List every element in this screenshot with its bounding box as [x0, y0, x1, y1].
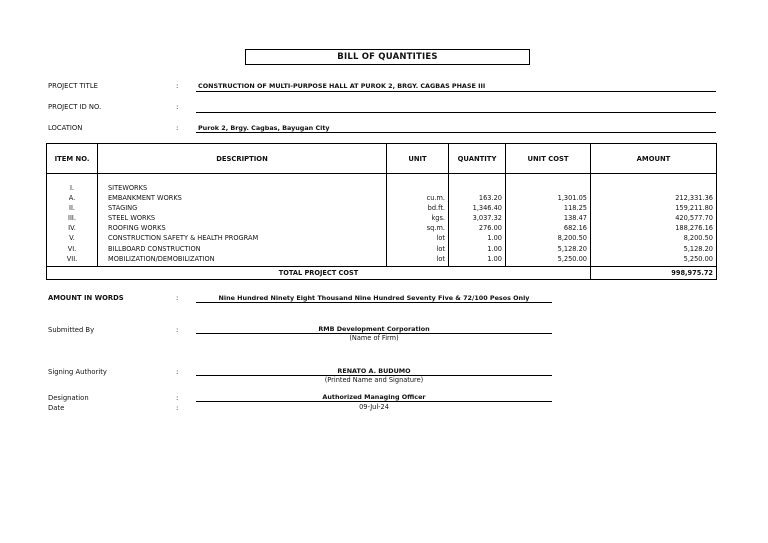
signing-authority-colon: :: [176, 368, 179, 376]
item-no-cell: VII.: [66, 254, 78, 263]
item-no-cell: A.: [68, 194, 76, 203]
amount-words-colon: :: [176, 294, 179, 302]
unit-cell: lot: [436, 254, 445, 263]
project-title-label: PROJECT TITLE: [48, 82, 98, 90]
signatory-caption: (Printed Name and Signature): [324, 376, 424, 384]
quantity-cell: 1.00: [487, 244, 502, 253]
quantity-column: [449, 174, 506, 267]
project-id-colon: :: [176, 103, 179, 111]
amount-cell: 5,128.20: [683, 244, 713, 253]
unit-cost-cell: 138.47: [563, 214, 587, 223]
header-quantity: QUANTITY: [449, 144, 506, 174]
signing-authority-label: Signing Authority: [48, 368, 107, 376]
unit-cost-cell: 682.16: [563, 224, 587, 233]
location-label: LOCATION: [48, 124, 83, 132]
item-no-cell: V.: [69, 234, 75, 243]
amount-cell: 159,211.80: [675, 204, 713, 213]
date-label: Date: [48, 404, 65, 412]
document-title: BILL OF QUANTITIES: [245, 49, 530, 65]
amount-cell: 188,276.16: [675, 224, 713, 233]
total-value: 998,975.72: [591, 266, 717, 279]
project-id-label: PROJECT ID NO.: [48, 103, 102, 111]
unit-cost-cell: 8,200.50: [557, 234, 587, 243]
signatory-name: RENATO A. BUDUMO: [337, 367, 411, 375]
header-amount: AMOUNT: [591, 144, 717, 174]
unit-cost-column: [506, 174, 591, 267]
unit-cell: sq.m.: [426, 224, 445, 233]
item-no-cell: III.: [68, 214, 76, 223]
description-cell: MOBILIZATION/DEMOBILIZATION: [108, 254, 215, 263]
submitted-by-colon: :: [176, 326, 179, 334]
quantity-cell: 1,346.40: [472, 204, 502, 213]
quantity-cell: 1.00: [487, 234, 502, 243]
designation-underline: [196, 401, 552, 402]
project-title-colon: :: [176, 82, 179, 90]
unit-cell: bd.ft.: [427, 204, 445, 213]
amount-words-value: Nine Hundred Ninety Eight Thousand Nine Hundred Seventy Five & 72/100 Pesos Only: [218, 294, 530, 302]
quantity-cell: 163.20: [478, 194, 502, 203]
description-cell: EMBANKMENT WORKS: [108, 194, 182, 203]
unit-cell: kgs.: [431, 214, 445, 223]
header-unit: UNIT: [387, 144, 449, 174]
item-no-column: [47, 174, 98, 267]
total-row: [47, 266, 717, 279]
designation-label: Designation: [48, 394, 89, 402]
quantity-cell: [452, 183, 502, 193]
amount-column: [591, 174, 717, 267]
amount-words-underline: [196, 302, 552, 303]
table-body-row: [47, 174, 717, 267]
project-title-underline: [196, 91, 716, 92]
quantity-cell: 1.00: [487, 254, 502, 263]
description-cell: ROOFING WORKS: [108, 224, 166, 233]
item-no-cell: II.: [69, 204, 75, 213]
description-cell: SITEWORKS: [108, 184, 148, 192]
header-unit-cost: UNIT COST: [506, 144, 591, 174]
unit-cost-cell: 1,301.05: [557, 194, 587, 203]
unit-cost-cell: 5,250.00: [557, 254, 587, 263]
location-value: Purok 2, Brgy. Cagbas, Bayugan City: [198, 124, 330, 132]
item-no-cell: IV.: [68, 224, 76, 233]
location-colon: :: [176, 124, 179, 132]
designation-value: Authorized Managing Officer: [322, 393, 426, 401]
project-id-underline: [196, 112, 716, 113]
unit-cost-cell: 118.25: [563, 204, 587, 213]
amount-cell: 5,250.00: [683, 254, 713, 263]
header-item-no: ITEM NO.: [47, 144, 98, 174]
amount-cell: [594, 183, 713, 193]
item-no-cell: I.: [69, 184, 75, 192]
submitted-by-label: Submitted By: [48, 326, 95, 334]
date-colon: :: [176, 404, 179, 412]
amount-cell: 212,331.36: [675, 194, 713, 203]
date-value: 09-Jul-24: [359, 403, 389, 411]
project-title-value: CONSTRUCTION OF MULTI-PURPOSE HALL AT PUROK 2, BRGY. CAGBAS PHASE III: [198, 82, 486, 90]
amount-words-label: AMOUNT IN WORDS: [48, 294, 124, 302]
unit-cell: cu.m.: [426, 194, 445, 203]
firm-name: RMB Development Corporation: [318, 325, 430, 333]
description-cell: STEEL WORKS: [108, 214, 156, 223]
unit-cost-cell: 5,128.20: [557, 244, 587, 253]
description-cell: CONSTRUCTION SAFETY & HEALTH PROGRAM: [108, 234, 259, 243]
boq-table: [46, 143, 717, 280]
firm-caption: (Name of Firm): [349, 334, 399, 342]
item-no-cell: VI.: [67, 244, 77, 253]
header-description: DESCRIPTION: [98, 144, 387, 174]
table-header-row: [47, 144, 717, 174]
unit-cost-cell: [509, 183, 587, 193]
description-cell: BILLBOARD CONSTRUCTION: [108, 244, 201, 253]
designation-colon: :: [176, 394, 179, 402]
amount-cell: 420,577.70: [675, 214, 713, 223]
unit-cell: lot: [436, 244, 445, 253]
quantity-cell: 276.00: [478, 224, 502, 233]
amount-cell: 8,200.50: [683, 234, 713, 243]
unit-cell: [390, 183, 445, 193]
location-underline: [196, 132, 716, 133]
description-column: [98, 174, 387, 267]
quantity-cell: 3,037.32: [472, 214, 502, 223]
unit-column: [387, 174, 449, 267]
unit-cell: lot: [436, 234, 445, 243]
description-cell: STAGING: [108, 204, 138, 213]
total-label: TOTAL PROJECT COST: [47, 266, 591, 279]
